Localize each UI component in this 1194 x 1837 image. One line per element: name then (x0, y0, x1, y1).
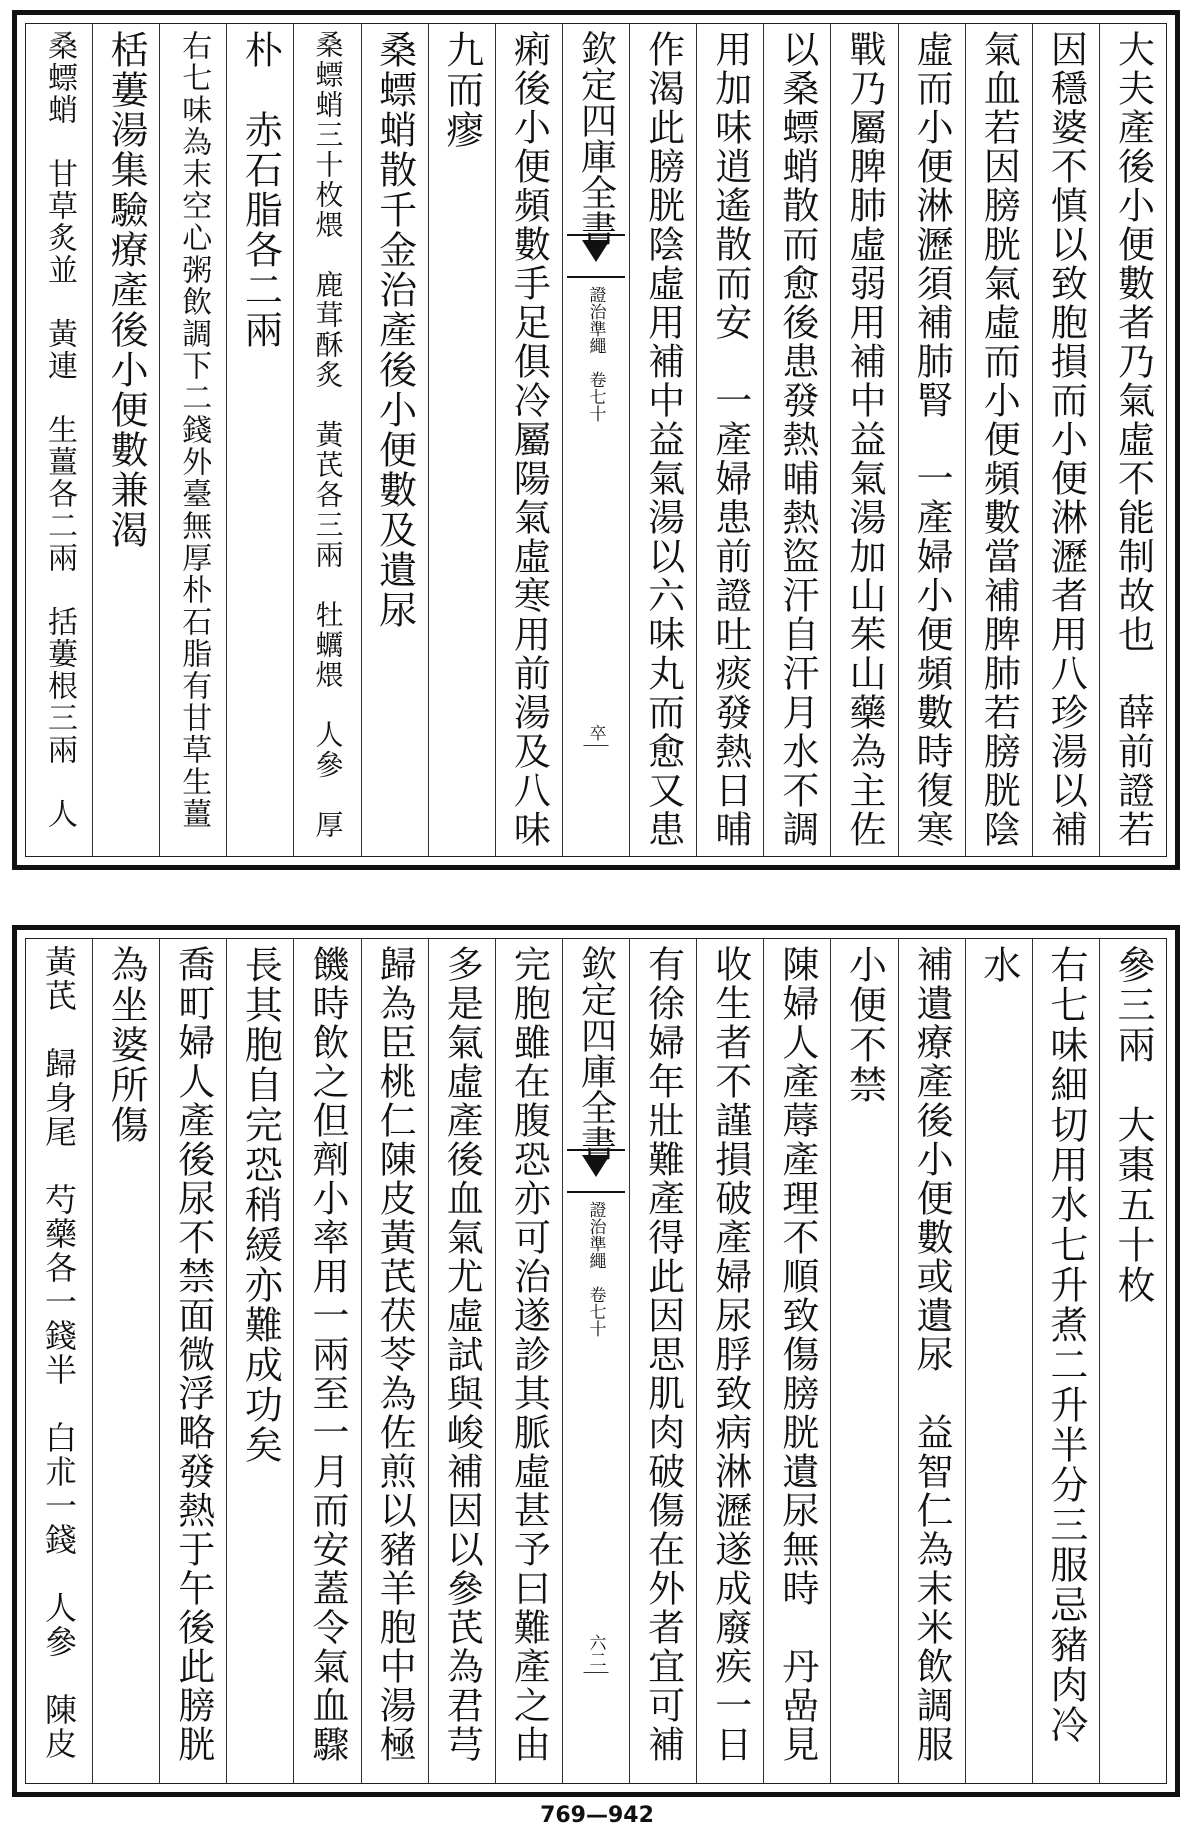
text-column (830, 24, 897, 856)
column-text: 喬町婦人產後尿不禁面微浮略發熱于午後此膀胱 (171, 945, 215, 1764)
text-column (293, 24, 360, 856)
column-text: 歸為臣桃仁陳皮黃芪茯苓為佐煎以豬羊胞中湯極 (373, 945, 417, 1764)
column-text: 作渴此膀胱陰虛用補中益氣湯以六味丸而愈又患 (641, 30, 685, 849)
text-column (92, 24, 159, 856)
column-text: 黃芪 歸身尾 芍藥各一錢半 白朮一錢 人參 陳皮 (39, 945, 78, 1761)
column-text: 桑螵蛸散千金治產後小便數及遺尿 (372, 30, 417, 630)
text-column (428, 939, 495, 1783)
page-number: 卒 (583, 724, 608, 746)
text-column (26, 939, 92, 1783)
column-text: 有徐婦年壯難產得此因思肌肉破傷在外者宜可補 (641, 945, 685, 1764)
text-column (1032, 939, 1099, 1783)
text-column (898, 24, 965, 856)
bottom-page (12, 925, 1180, 1797)
text-column (696, 939, 763, 1783)
column-text: 桑螵蛸 甘草炙並 黃連 生薑各二兩 括蔞根三兩 人 (41, 30, 77, 830)
text-column (226, 939, 293, 1783)
column-text: 用加味逍遙散而安 一產婦患前證吐痰發熱日晡 (708, 30, 752, 849)
column-text: 以桑螵蛸散而愈後患發熱晡熱盜汗自汗月水不調 (775, 30, 819, 849)
top-page (12, 10, 1180, 870)
text-column (226, 24, 293, 856)
book-header: 欽定四庫全書 (575, 945, 617, 1161)
text-column (629, 939, 696, 1783)
text-column (495, 24, 562, 856)
text-column (293, 939, 360, 1783)
text-column (26, 24, 92, 856)
text-column (428, 24, 495, 856)
column-text: 多是氣虛產後血氣尤虛試與峻補因以參芪為君芎 (440, 945, 484, 1764)
text-column (159, 939, 226, 1783)
column-text: 參三兩 大棗五十枚 (1110, 945, 1155, 1305)
column-text: 陳婦人產蓐產理不順致傷膀胱遺尿無時 丹嵒見 (775, 945, 819, 1764)
text-column (763, 939, 830, 1783)
column-text: 為坐婆所傷 (104, 945, 149, 1145)
text-column (361, 939, 428, 1783)
text-column (1099, 24, 1166, 856)
text-column (965, 24, 1032, 856)
bottom-page-columns (25, 938, 1167, 1784)
column-text: 虛而小便淋瀝須補肺腎 一產婦小便頻數時復寒 (910, 30, 954, 849)
column-text: 大夫產後小便數者乃氣虛不能制故也 薛前證若 (1111, 30, 1155, 849)
column-text: 桑螵蛸三十枚煨 鹿茸酥炙 黃芪各三兩 牡蠣煨 人參 厚 (311, 30, 345, 840)
column-text: 戰乃屬脾肺虛弱用補中益氣湯加山茱山藥為主佐 (842, 30, 886, 849)
column-text: 饑時飲之但劑小率用一兩至一月而安蓋令氣血驟 (305, 945, 349, 1764)
column-text: 右七味細切用水七升煮二升半分三服忌豬肉冷 (1043, 945, 1088, 1745)
text-column (361, 24, 428, 856)
column-text: 長其胞自完恐稍緩亦難成功矣 (238, 945, 283, 1465)
text-column (965, 939, 1032, 1783)
book-volume: 證治準繩 卷七十 (585, 286, 606, 422)
text-column (696, 24, 763, 856)
column-text: 氣血若因膀胱氣虛而小便頻數當補脾肺若膀胱陰 (977, 30, 1021, 849)
text-column (1099, 939, 1166, 1783)
center-margin (562, 24, 629, 856)
text-column (830, 939, 897, 1783)
column-text: 小便不禁 (842, 945, 887, 1105)
column-text: 收生者不謹損破產婦尿脬致病淋瀝遂成廢疾一日 (708, 945, 752, 1764)
text-column (629, 24, 696, 856)
text-column (495, 939, 562, 1783)
fish-tail-mark (567, 234, 625, 278)
column-text: 補遺療產後小便數或遺尿 益智仁為末米飲調服 (910, 945, 954, 1764)
column-text: 痢後小便頻數手足俱冷屬陽氣虛寒用前湯及八味 (507, 30, 551, 849)
book-volume: 證治準繩 卷七十 (585, 1201, 606, 1337)
text-column (159, 24, 226, 856)
column-text: 九而瘳 (439, 30, 484, 150)
column-text: 完胞雖在腹恐亦可治遂診其脈虛甚予曰難產之由 (507, 945, 551, 1764)
text-column (763, 24, 830, 856)
scan-page-number: 769—942 (540, 1803, 654, 1828)
column-text: 栝蔞湯集驗療產後小便數兼渴 (104, 30, 149, 550)
column-text: 水 (976, 945, 1021, 985)
text-column (898, 939, 965, 1783)
page-number: 六二 (583, 1634, 608, 1673)
column-text: 右七味為末空心粥飲調下二錢外臺無厚朴石脂有甘草生薑 (176, 30, 212, 830)
text-column (1032, 24, 1099, 856)
column-text: 因穩婆不慎以致胞損而小便淋瀝者用八珍湯以補 (1044, 30, 1088, 849)
book-header: 欽定四庫全書 (575, 30, 617, 246)
text-column (92, 939, 159, 1783)
top-page-columns (25, 23, 1167, 857)
fish-tail-mark (567, 1149, 625, 1193)
center-margin (562, 939, 629, 1783)
column-text: 朴 赤石脂各二兩 (238, 30, 283, 350)
